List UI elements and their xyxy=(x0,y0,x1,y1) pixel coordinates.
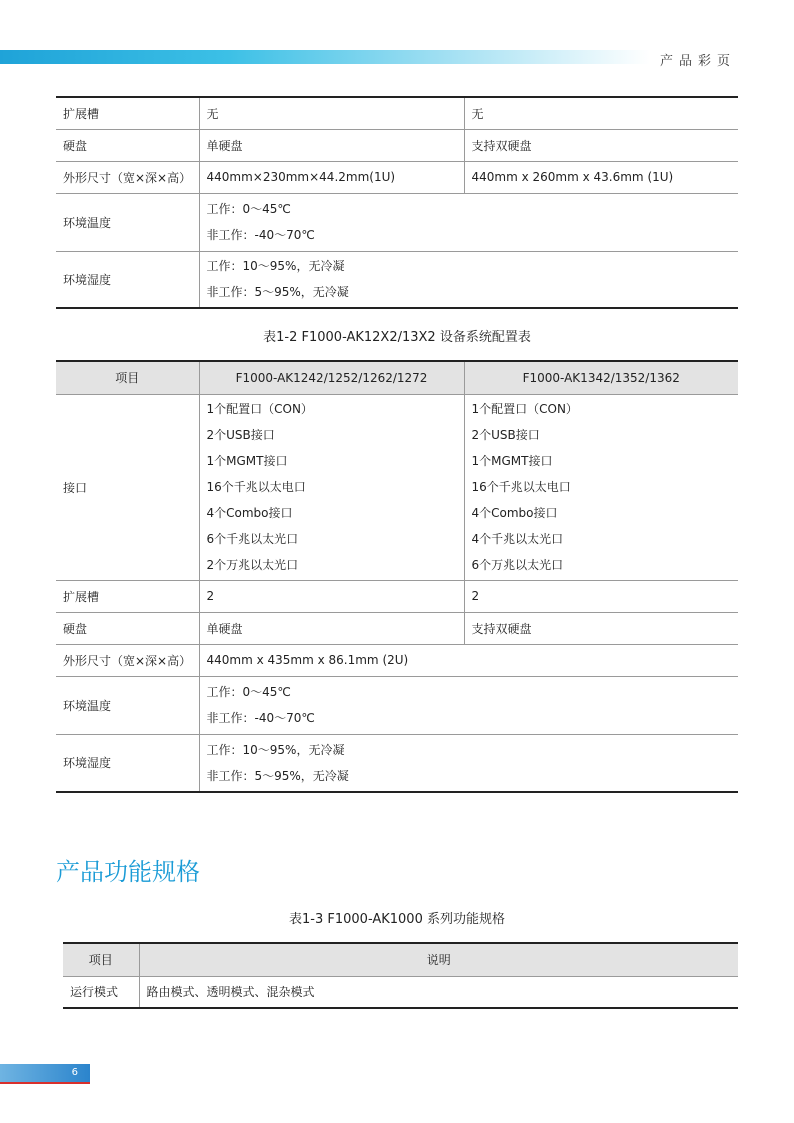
row-label: 接口 xyxy=(56,394,199,580)
cell-line: 非工作：-40～70℃ xyxy=(206,711,315,725)
cell-value xyxy=(199,734,738,792)
table-row xyxy=(56,161,738,193)
table-row xyxy=(56,394,738,580)
row-label: 运行模式 xyxy=(63,976,139,1008)
spec-table-1 xyxy=(56,96,738,309)
table-row xyxy=(56,734,738,792)
header-color-bar xyxy=(0,50,650,64)
table-row xyxy=(56,676,738,734)
row-label: 环境湿度 xyxy=(56,734,199,792)
cell-line: 1个MGMT接口 xyxy=(206,454,288,468)
cell-line: 16个千兆以太电口 xyxy=(206,480,306,494)
cell-value: 440mm×230mm×44.2mm(1U) xyxy=(199,161,464,193)
table-header-row xyxy=(56,361,738,394)
cell-line: 非工作：5～95%，无冷凝 xyxy=(206,285,349,300)
header-title: 产品彩页 xyxy=(660,54,737,69)
cell-line: 1个配置口（CON） xyxy=(471,402,578,416)
section-title: 产品功能规格 xyxy=(56,858,200,886)
row-label: 硬盘 xyxy=(56,129,199,161)
table-row xyxy=(56,612,738,644)
cell-line: 工作：10～95%，无冷凝 xyxy=(206,259,345,274)
row-label: 外形尺寸（宽×深×高） xyxy=(56,161,199,193)
spec-table-3 xyxy=(63,942,738,1009)
cell-value xyxy=(199,676,738,734)
table-row xyxy=(56,580,738,612)
cell-line: 工作：10～95%，无冷凝 xyxy=(206,742,345,757)
column-header: 说明 xyxy=(139,943,738,976)
table-row xyxy=(56,193,738,251)
cell-value xyxy=(199,394,464,580)
table-row xyxy=(56,97,738,129)
table-row xyxy=(63,976,738,1008)
cell-value xyxy=(199,251,738,308)
footer-accent-line xyxy=(0,1082,90,1084)
table-caption: 表1-3 F1000-AK1000 系列功能规格 xyxy=(289,912,505,927)
table-row xyxy=(56,129,738,161)
cell-line: 2个USB接口 xyxy=(206,428,275,442)
cell-value: 单硬盘 xyxy=(199,612,464,644)
cell-value: 440mm x 260mm x 43.6mm (1U) xyxy=(464,161,738,193)
cell-value: 2 xyxy=(464,580,738,612)
cell-value: 无 xyxy=(464,97,738,129)
table-row xyxy=(56,644,738,676)
cell-line: 2个USB接口 xyxy=(471,428,540,442)
cell-line: 6个万兆以太光口 xyxy=(471,558,564,572)
column-header: F1000-AK1342/1352/1362 xyxy=(464,361,738,394)
cell-value: 440mm x 435mm x 86.1mm (2U) xyxy=(199,644,738,676)
column-header: 项目 xyxy=(63,943,139,976)
cell-line: 非工作：-40～70℃ xyxy=(206,228,315,242)
cell-line: 16个千兆以太电口 xyxy=(471,480,571,494)
row-label: 环境温度 xyxy=(56,676,199,734)
cell-line: 4个千兆以太光口 xyxy=(471,532,564,546)
cell-value: 2 xyxy=(199,580,464,612)
spec-table-2 xyxy=(56,360,738,793)
cell-value xyxy=(464,394,738,580)
cell-line: 1个配置口（CON） xyxy=(206,402,313,416)
table-header-row xyxy=(63,943,738,976)
cell-value: 单硬盘 xyxy=(199,129,464,161)
cell-value: 支持双硬盘 xyxy=(464,129,738,161)
cell-line: 1个MGMT接口 xyxy=(471,454,553,468)
column-header: F1000-AK1242/1252/1262/1272 xyxy=(199,361,464,394)
cell-line: 2个万兆以太光口 xyxy=(206,558,299,572)
row-label: 环境湿度 xyxy=(56,251,199,308)
column-header: 项目 xyxy=(56,361,199,394)
page-number: 6 xyxy=(0,1064,90,1082)
row-label: 扩展槽 xyxy=(56,580,199,612)
cell-value: 支持双硬盘 xyxy=(464,612,738,644)
cell-line: 非工作：5～95%，无冷凝 xyxy=(206,768,349,783)
cell-line: 工作：0～45℃ xyxy=(206,685,291,699)
cell-line: 工作：0～45℃ xyxy=(206,202,291,216)
row-label: 硬盘 xyxy=(56,612,199,644)
row-label: 扩展槽 xyxy=(56,97,199,129)
cell-value: 路由模式、透明模式、混杂模式 xyxy=(139,976,738,1008)
table-caption: 表1-2 F1000-AK12X2/13X2 设备系统配置表 xyxy=(263,330,531,345)
table-row xyxy=(56,251,738,308)
row-label: 环境温度 xyxy=(56,193,199,251)
row-label: 外形尺寸（宽×深×高） xyxy=(56,644,199,676)
cell-line: 6个千兆以太光口 xyxy=(206,532,299,546)
cell-line: 4个Combo接口 xyxy=(471,506,558,520)
cell-value: 无 xyxy=(199,97,464,129)
cell-line: 4个Combo接口 xyxy=(206,506,293,520)
cell-value xyxy=(199,193,738,251)
